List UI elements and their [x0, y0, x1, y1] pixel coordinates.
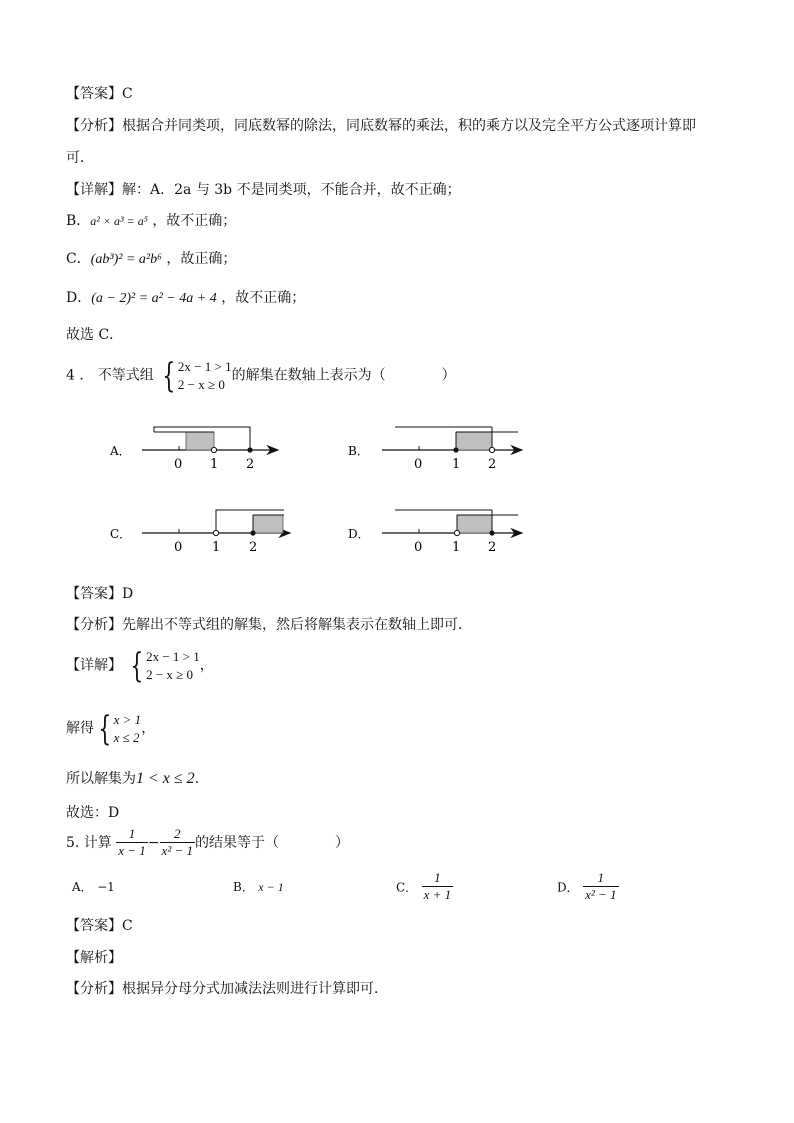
q4-option-d	[348, 510, 522, 555]
q5-option-b-value: x − 1	[258, 880, 284, 894]
q5-option-d-label: D．	[557, 880, 579, 895]
open-point-2	[489, 447, 494, 452]
q4-options-figure	[0, 410, 794, 560]
q3-detail-d	[66, 287, 305, 307]
tick-label-0: 0	[414, 457, 423, 472]
q5-option-b	[233, 878, 284, 895]
q5-fraction-1-den: x − 1	[118, 843, 146, 859]
q3-detail-intro: 【详解】解：A．2a 与 3b 不是同类项，不能合并，故不正确；	[66, 182, 461, 198]
q4-solve-system	[94, 708, 142, 749]
q4-solution-set-prefix: 所以解集为	[66, 771, 136, 787]
q5-stem-end: ）	[335, 834, 349, 851]
tick-label-2: 2	[488, 457, 497, 472]
q5-option-d-den: x² − 1	[585, 887, 617, 903]
brace-icon: {	[130, 645, 144, 686]
shaded-region	[186, 432, 214, 450]
q5-fraction-1	[116, 826, 148, 860]
open-point-1	[213, 530, 218, 535]
q3-detail-c-math: (ab³)² = a²b⁶	[90, 252, 162, 267]
q3-analysis-line1: 【分析】根据合并同类项，同底数幂的除法，同底数幂的乘法，积的乘方以及完全平方公式逐项计算即	[66, 118, 696, 134]
closed-point-1	[453, 447, 458, 452]
tick-label-1: 1	[210, 457, 219, 472]
q5-option-c-num: 1	[434, 870, 441, 885]
q3-answer: 【答案】C	[66, 86, 133, 102]
q3-detail-b-math: a² × a³ = a⁵	[90, 214, 148, 228]
q4-option-a-label: A．	[110, 444, 131, 458]
q5-option-c-fraction	[422, 870, 454, 904]
q5-option-d-num: 1	[597, 870, 605, 885]
tick-label-0: 0	[414, 540, 423, 555]
q4-option-c	[110, 510, 290, 555]
q4-detail-row1: 2x − 1 > 1	[146, 649, 200, 664]
q4-solve-row1: x > 1	[113, 712, 142, 727]
q5-option-d-fraction	[583, 870, 618, 904]
open-point-1	[211, 447, 216, 452]
shaded-region	[456, 432, 492, 450]
q5-analysis: 【分析】根据异分母分式加减法法则进行计算即可．	[66, 981, 388, 997]
q4-detail	[66, 645, 214, 686]
q4-system-row1: 2x − 1 > 1	[177, 359, 232, 374]
tick-label-0: 0	[174, 457, 183, 472]
tick-label-2: 2	[488, 540, 497, 555]
q4-stem-prefix: 4 ． 不等式组	[66, 367, 154, 384]
brace-icon: {	[98, 708, 112, 749]
q4-option-d-label: D．	[348, 527, 370, 541]
q3-detail-b-label: B．	[66, 213, 91, 229]
q4-answer: 【答案】D	[66, 586, 134, 602]
q3-detail-d-text: ，故不正确；	[221, 290, 306, 306]
brace-icon: {	[162, 355, 176, 396]
shaded-region	[253, 515, 283, 533]
tick-label-1: 1	[452, 457, 461, 472]
q4-solution-set-math: 1 < x ≤ 2	[136, 770, 195, 787]
q4-detail-row2: 2 − x ≥ 0	[146, 666, 194, 682]
q5-option-a-label: A．	[72, 880, 93, 894]
q3-detail-b	[66, 210, 236, 230]
closed-point-2	[250, 530, 255, 535]
tick-label-2: 2	[249, 540, 258, 555]
q4-solve-row2: x ≤ 2	[113, 729, 140, 745]
q4-option-b	[348, 427, 522, 472]
q4-solve	[66, 708, 156, 749]
q5-answer: 【答案】C	[66, 918, 133, 934]
q5-option-a-value: −1	[97, 880, 115, 894]
q5-fraction-2-num: 2	[174, 826, 181, 841]
q3-detail-c-label: C．	[66, 251, 91, 267]
q4-solution-set	[66, 768, 209, 788]
q5-option-c-den: x + 1	[423, 887, 452, 903]
tick-label-1: 1	[212, 540, 221, 555]
q5-option-b-label: B．	[233, 880, 254, 894]
q4-detail-system	[126, 645, 200, 686]
q5-option-c	[396, 870, 453, 904]
q4-solve-tail: ，	[141, 720, 156, 737]
tick-label-1: 1	[452, 540, 461, 555]
q5-stem-prefix: 5. 计算	[66, 834, 112, 851]
q5-minus: −	[147, 834, 160, 851]
tick-label-2: 2	[246, 457, 255, 472]
q3-detail-b-text: ，故不正确；	[152, 213, 237, 229]
q5-fraction-2-den: x² − 1	[161, 843, 193, 859]
q4-analysis: 【分析】先解出不等式组的解集，然后将解集表示在数轴上即可．	[66, 617, 472, 633]
open-point-1	[454, 530, 459, 535]
q3-detail-c	[66, 248, 236, 268]
q3-conclusion: 故选 C．	[66, 327, 124, 343]
q3-analysis-line2: 可．	[66, 150, 94, 166]
q4-conclusion: 故选：D	[66, 805, 120, 821]
q5-stem-suffix: 的结果等于（	[195, 834, 279, 851]
tick-label-0: 0	[174, 540, 183, 555]
q3-detail-c-text: ，故正确；	[166, 251, 237, 267]
q5-jiexi: 【解析】	[66, 950, 122, 966]
q5-option-c-label: C．	[396, 880, 418, 895]
q4-system-row2: 2 − x ≥ 0	[177, 376, 225, 392]
q4-solve-label: 解得	[66, 720, 94, 737]
q5-fraction-2	[160, 826, 195, 860]
q4-stem	[66, 355, 456, 396]
q3-detail-d-label: D．	[66, 290, 92, 306]
q4-solution-set-suffix: ．	[194, 771, 209, 787]
q4-detail-label: 【详解】	[66, 657, 122, 674]
q4-stem-end: ）	[441, 367, 456, 384]
q4-stem-suffix: 的解集在数轴上表示为（	[231, 367, 386, 384]
shaded-region	[457, 515, 492, 533]
q5-option-a	[72, 878, 115, 895]
q4-option-b-label: B．	[348, 444, 369, 458]
q4-option-a	[109, 427, 278, 472]
closed-point-2	[247, 447, 252, 452]
closed-point-2	[489, 530, 494, 535]
q4-option-c-label: C．	[110, 527, 132, 541]
q5-fraction-1-num: 1	[128, 826, 136, 841]
q4-system	[158, 355, 232, 396]
q4-detail-tail: ，	[199, 657, 214, 674]
q5-stem	[66, 826, 349, 860]
q5-option-d	[557, 870, 619, 904]
q3-detail-d-math: (a − 2)² = a² − 4a + 4	[91, 291, 217, 306]
